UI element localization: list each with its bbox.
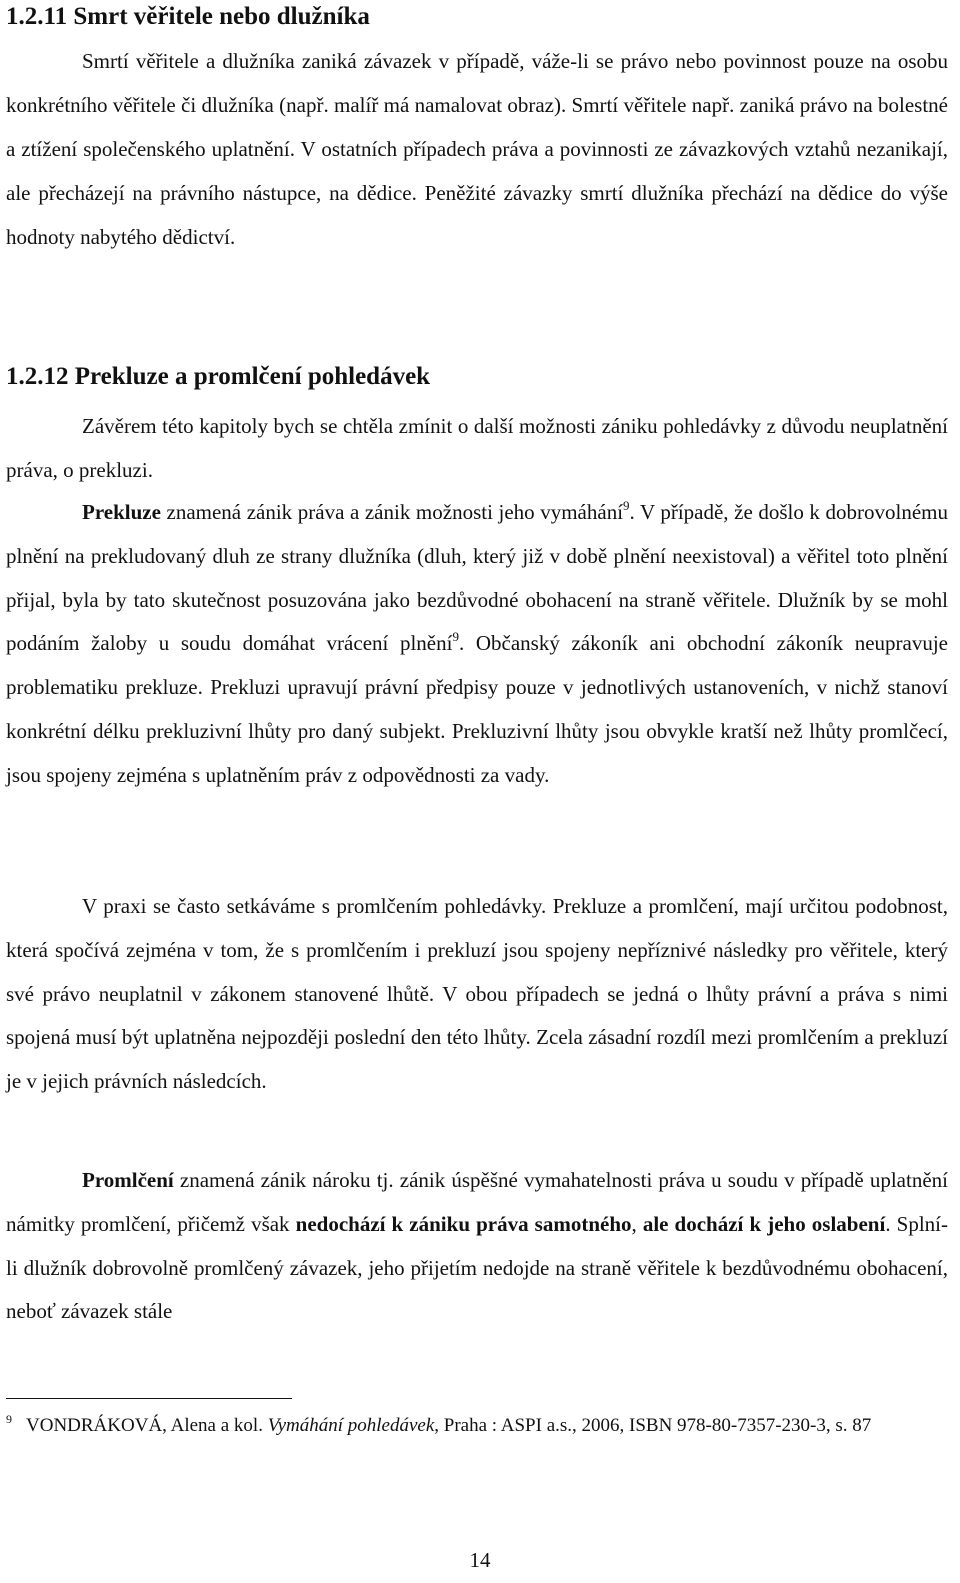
section-heading-1-2-11: 1.2.11 Smrt věřitele nebo dlužníka	[6, 3, 370, 30]
paragraph-praxe-promlceni: V praxi se často setkáváme s promlčením pohledávky. Prekluze a promlčení, mají určitou podobnost, která spočívá zejména v tom, že s promlčením i prekluzí jsou spojeny nepříznivé následky pro věřitele, který své právo neuplatnil v zákonem stanovené lhůtě. V obou případech se jedná o lhůty právní a práva s nimi spojená musí být uplatněna nejpozději poslední den této lhůty. Zcela zásadní rozdíl mezi promlčením a prekluzí je v jejich právních následcích.	[6, 894, 948, 1094]
footnote: $^9$ VONDRÁKOVÁ, Alena a kol. Vymáhání pohledávek, Praha : ASPI a.s., 2006, ISBN 978-80-7357-230-3, s. 87	[6, 1412, 872, 1436]
term-promlceni: Promlčení	[82, 1168, 174, 1192]
footnote-ref: 9	[452, 629, 459, 645]
footnote-separator	[6, 1398, 292, 1399]
paragraph-promlceni-definition: Promlčení znamená zánik nároku tj. zánik úspěšné vymahatelnosti práva u soudu v případě uplatnění námitky promlčení, přičemž však nedochází k zániku práva samotného, ale dochází k jeho oslabení. Splní-li dlužník dobrovolně promlčený závazek, jeho přijetím nedojde na straně věřitele k bezdůvodnému obohacení, neboť závazek stále	[6, 1168, 948, 1324]
section-heading-1-2-12: 1.2.12 Prekluze a promlčení pohledávek	[6, 363, 431, 390]
footnote-ref: 9	[623, 498, 630, 513]
term-prekluze: Prekluze	[82, 500, 161, 524]
paragraph-smrt-veritele: Smrtí věřitele a dlužníka zaniká závazek v případě, váže-li se právo nebo povinnost pouze na osobu konkrétního věřitele či dlužníka (např. malíř má namalovat obraz). Smrtí věřitele např. zaniká právo na bolestné a ztížení společenského uplatnění. V ostatních případech práva a povinnosti ze závazkových vztahů nezanikají, ale přecházejí na právního nástupce, na dědice. Peněžité závazky smrtí dlužníka přechází na dědice do výše hodnoty nabytého dědictví.	[6, 49, 948, 249]
page-number: 14	[469, 1548, 491, 1572]
paragraph-prekluze-definition: Prekluze znamená zánik práva a zánik možnosti jeho vymáhání$^9$. V případě, že došlo k dobrovolnému plnění na prekludovaný dluh ze strany dlužníka (dluh, který již v době plnění neexistoval) a věřitel toto plnění přijal, byla by tato skutečnost posuzována jako bezdůvodné obohacení na straně věřitele. Dlužník by se mohl podáním žaloby u soudu domáhat vrácení plnění$^9$. Občanský zákoník ani obchodní zákoník neupravuje problematiku prekluze. Prekluzi upravují právní předpisy pouze v jednotlivých ustanoveních, v nichž stanoví konkrétní délku prekluzivní lhůty pro daný subjekt. Prekluzivní lhůty jsou obvykle kratší než lhůty promlčecí, jsou spojeny zejména s uplatněním práv z odpovědnosti za vady.	[6, 498, 948, 787]
footnote-book-title: Vymáhání pohledávek	[267, 1415, 435, 1436]
paragraph-intro-prekluze: Závěrem této kapitoly bych se chtěla zmínit o další možnosti zániku pohledávky z důvodu neuplatnění práva, o prekluzi.	[6, 414, 948, 482]
